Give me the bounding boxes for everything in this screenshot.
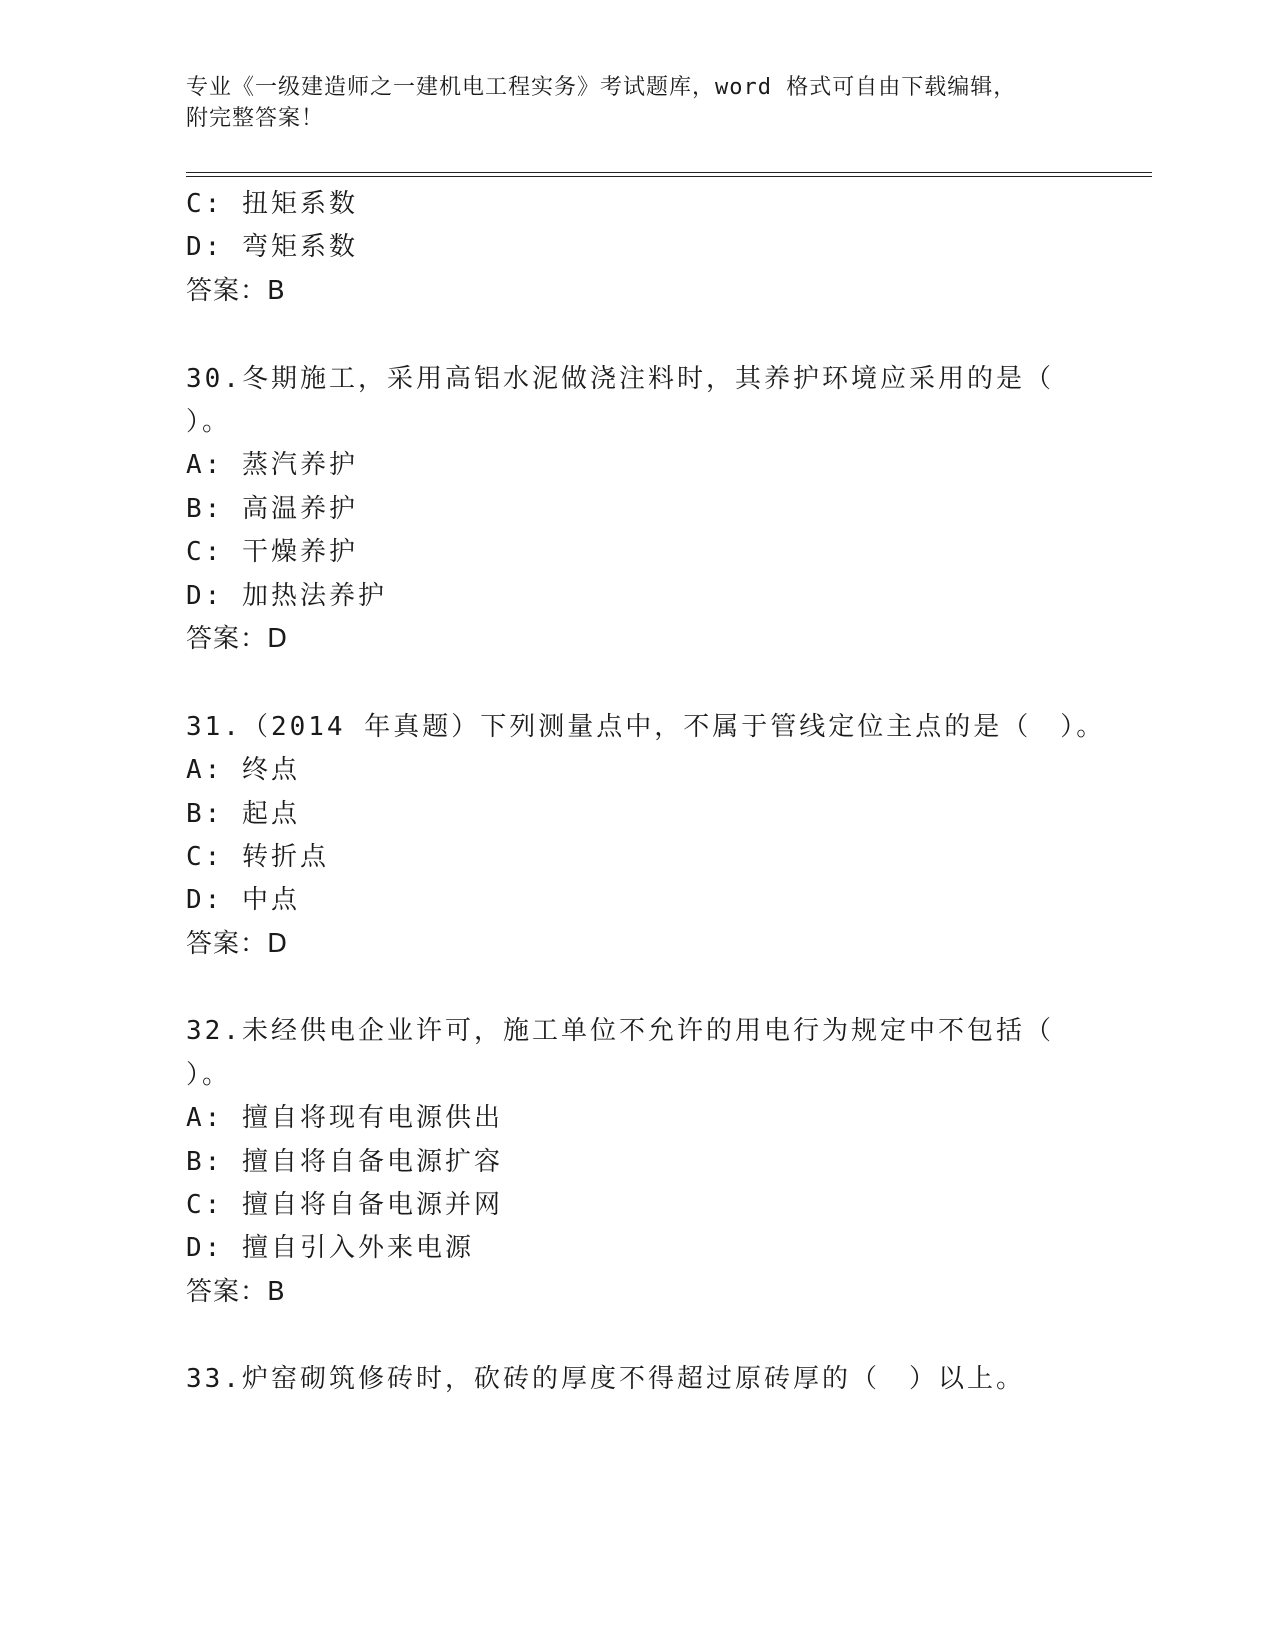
- option-d: D: 加热法养护: [186, 581, 387, 611]
- header-line-2: 附完整答案！: [186, 106, 325, 131]
- option-d: D: 弯矩系数: [186, 232, 358, 262]
- option-c: C: 擅自将自备电源并网: [186, 1190, 503, 1220]
- question-30-cont: ）。: [186, 407, 232, 437]
- question-30: 30.冬期施工，采用高铝水泥做浇注料时，其养护环境应采用的是（: [186, 364, 1054, 394]
- option-c: C: 转折点: [186, 842, 329, 872]
- answer: 答案：D: [186, 929, 289, 959]
- answer: 答案：B: [186, 1277, 286, 1307]
- option-d: D: 擅自引入外来电源: [186, 1233, 474, 1263]
- header-rule-bottom: [186, 176, 1152, 177]
- question-32: 32.未经供电企业许可，施工单位不允许的用电行为规定中不包括（: [186, 1016, 1054, 1046]
- answer: 答案：D: [186, 624, 289, 654]
- option-b: B: 起点: [186, 799, 300, 829]
- option-d: D: 中点: [186, 885, 300, 915]
- option-a: A: 擅自将现有电源供出: [186, 1103, 503, 1133]
- header-rule-top: [186, 172, 1152, 173]
- option-c: C: 扭矩系数: [186, 189, 358, 219]
- header-line-1: 专业《一级建造师之一建机电工程实务》考试题库，word 格式可自由下载编辑，: [186, 75, 1017, 100]
- option-b: B: 高温养护: [186, 494, 358, 524]
- option-a: A: 蒸汽养护: [186, 450, 358, 480]
- option-c: C: 干燥养护: [186, 537, 358, 567]
- question-31: 31.（2014 年真题）下列测量点中，不属于管线定位主点的是（ ）。: [186, 712, 1106, 742]
- question-32-cont: ）。: [186, 1060, 232, 1090]
- option-b: B: 擅自将自备电源扩容: [186, 1147, 503, 1177]
- option-a: A: 终点: [186, 755, 300, 785]
- question-33: 33.炉窑砌筑修砖时，砍砖的厚度不得超过原砖厚的（ ）以上。: [186, 1364, 1025, 1394]
- answer: 答案：B: [186, 276, 286, 306]
